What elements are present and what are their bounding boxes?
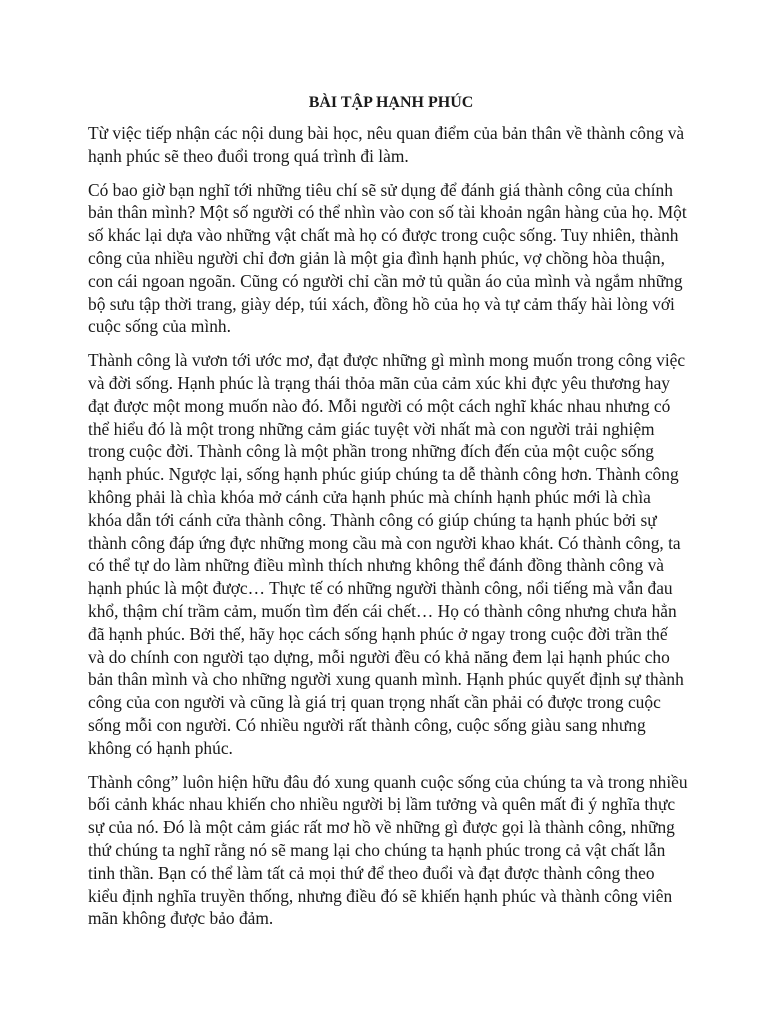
paragraph-success-and-happiness: Thành công là vươn tới ước mơ, đạt được những gì mình mong muốn trong công việc và đời sống. Hạnh phúc là trạng thái thỏa mãn của cảm xúc khi đực yêu thương hay đạt được một mong muốn nào đó. Mỗi người có một cách nghĩ khác nhau nhưng có thể hiểu đó là một trong những cảm giác tuyệt vời nhất mà con người trải nghiệm trong cuộc đời. Thành công là một phần trong những đích đến của một cuộc sống hạnh phúc. Ngược lại, sống hạnh phúc giúp chúng ta dễ thành công hơn. Thành công không phải là chìa khóa mở cánh cửa hạnh phúc mà chính hạnh phúc mới là chìa khóa dẫn tới cánh cửa thành công. Thành công có giúp chúng ta hạnh phúc bởi sự thành công đáp ứng đực những mong cầu mà con người khao khát. Có thành công, ta có thể tự do làm những điều mình thích nhưng không thể đánh đồng thành công và hạnh phúc là một được… Thực tế có những người thành công, nổi tiếng mà vẫn đau khổ, thậm chí trầm cảm, muốn tìm đến cái chết… Họ có thành công nhưng chưa hẳn đã hạnh phúc. Bởi thế, hãy học cách sống hạnh phúc ở ngay trong cuộc đời trần thế và do chính con người tạo dựng, mỗi người đều có khả năng đem lại hạnh phúc cho bản thân mình và cho những người xung quanh mình. Hạnh phúc quyết định sự thành công của con người và cũng là giá trị quan trọng nhất cần phải có được trong cuộc sống mỗi con người. Có nhiều người rất thành công, cuộc sống giàu sang nhưng không có hạnh phúc. [88, 350, 686, 758]
paragraph-success-criteria: Có bao giờ bạn nghĩ tới những tiêu chí sẽ sử dụng để đánh giá thành công của chính bản thân mình? Một số người có thể nhìn vào con số tài khoản ngân hàng của họ. Một số khác lại dựa vào những vật chất mà họ có được trong cuộc sống. Tuy nhiên, thành công của nhiều người chỉ đơn giản là một gia đình hạnh phúc, vợ chồng hòa thuận, con cái ngoan ngoãn. Cũng có người chỉ cần mở tủ quần áo của mình và ngắm những bộ sưu tập thời trang, giày dép, túi xách, đồng hồ của họ và tự cảm thấy hài lòng với cuộc sống của mình. [88, 179, 687, 337]
paragraph-intro: Từ việc tiếp nhận các nội dung bài học, nêu quan điểm của bản thân về thành công và hạnh phúc sẽ theo đuổi trong quá trình đi làm. [88, 123, 685, 166]
paragraph-success-perception: Thành công” luôn hiện hữu đâu đó xung quanh cuộc sống của chúng ta và trong nhiều bối cảnh khác nhau khiến cho nhiều người bị lầm tưởng và quên mất đi ý nghĩa thực sự của nó. Đó là một cảm giác rất mơ hồ về những gì được gọi là thành công, những thứ chúng ta nghĩ rằng nó sẽ mang lại cho chúng ta hạnh phúc trong cả vật chất lẫn tinh thần. Bạn có thể làm tất cả mọi thứ để theo đuổi và đạt được thành công theo kiểu định nghĩa truyền thống, nhưng điều đó sẽ khiến hạnh phúc và thành công viên mãn không được bảo đảm. [88, 771, 688, 929]
document-title: BÀI TẬP HẠNH PHÚC [308, 94, 474, 111]
document-body [88, 92, 688, 941]
